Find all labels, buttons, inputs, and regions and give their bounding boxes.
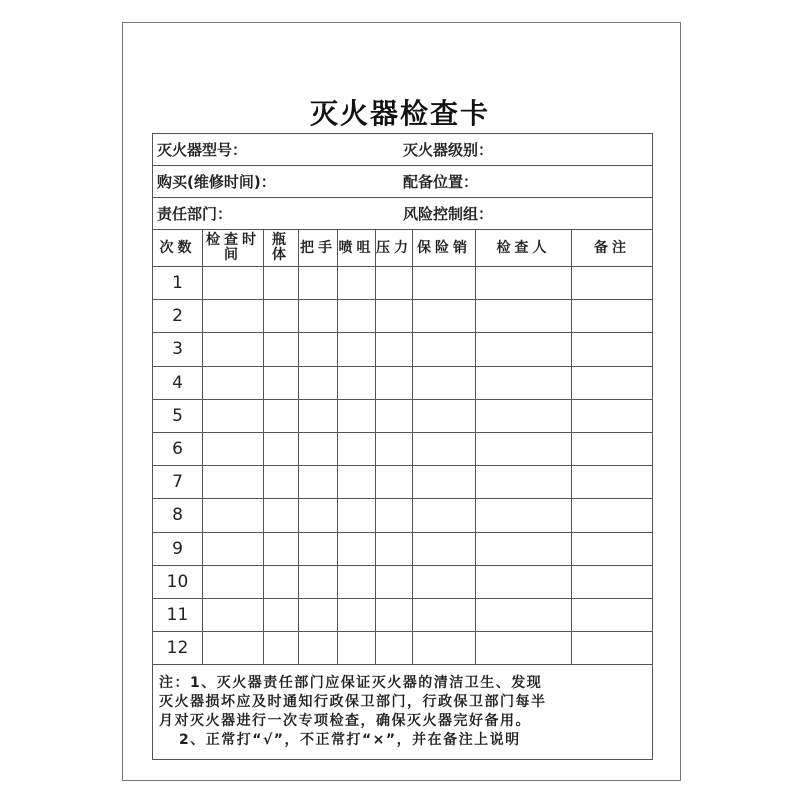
table-cell[interactable]: [338, 565, 376, 598]
column-header: 次数: [153, 230, 203, 267]
table-cell[interactable]: [203, 267, 264, 300]
row-number: 5: [153, 399, 203, 432]
info-label-right: 配备位置：: [403, 173, 479, 191]
table-cell[interactable]: [264, 499, 299, 532]
table-cell[interactable]: [572, 598, 653, 631]
table-cell[interactable]: [476, 267, 572, 300]
table-cell[interactable]: [413, 532, 476, 565]
table-cell[interactable]: [572, 565, 653, 598]
column-header: 压力: [376, 230, 413, 267]
row-number: 10: [153, 565, 203, 598]
table-cell[interactable]: [476, 300, 572, 333]
column-header: 瓶体: [264, 230, 299, 267]
table-cell[interactable]: [376, 565, 413, 598]
info-label-left: 责任部门：: [157, 205, 233, 223]
table-cell[interactable]: [264, 366, 299, 399]
table-cell[interactable]: [264, 466, 299, 499]
table-row: [153, 565, 653, 598]
table-cell[interactable]: [476, 466, 572, 499]
table-cell[interactable]: [338, 598, 376, 631]
info-row: [153, 166, 653, 198]
table-cell[interactable]: [264, 300, 299, 333]
table-cell[interactable]: [572, 366, 653, 399]
table-cell[interactable]: [203, 432, 264, 465]
table-cell[interactable]: [338, 432, 376, 465]
table-cell[interactable]: [376, 499, 413, 532]
table-cell[interactable]: [572, 499, 653, 532]
table-cell[interactable]: [572, 333, 653, 366]
table-cell[interactable]: [264, 598, 299, 631]
table-cell[interactable]: [376, 598, 413, 631]
table-cell[interactable]: [413, 399, 476, 432]
table-cell[interactable]: [203, 532, 264, 565]
table-cell[interactable]: [203, 632, 264, 665]
table-cell[interactable]: [203, 300, 264, 333]
table-cell[interactable]: [264, 267, 299, 300]
column-header: 检查人: [476, 230, 572, 267]
notes-row: [153, 665, 653, 760]
table-cell[interactable]: [299, 565, 338, 598]
table-cell[interactable]: [413, 565, 476, 598]
table-cell[interactable]: [338, 532, 376, 565]
table-cell[interactable]: [299, 366, 338, 399]
table-cell[interactable]: [413, 333, 476, 366]
note-line: 2、正常打“√”，不正常打“×”，并在备注上说明: [179, 732, 521, 749]
table-cell[interactable]: [476, 565, 572, 598]
table-row: [153, 632, 653, 665]
row-number: 7: [153, 466, 203, 499]
table-cell[interactable]: [476, 399, 572, 432]
table-cell[interactable]: [264, 565, 299, 598]
table-cell[interactable]: [299, 632, 338, 665]
table-cell[interactable]: [299, 532, 338, 565]
info-row: [153, 198, 653, 230]
table-cell[interactable]: [203, 366, 264, 399]
table-cell[interactable]: [299, 300, 338, 333]
table-cell[interactable]: [203, 466, 264, 499]
table-cell[interactable]: [338, 366, 376, 399]
table-cell[interactable]: [203, 333, 264, 366]
column-header: 把手: [299, 230, 338, 267]
table-cell[interactable]: [376, 366, 413, 399]
column-header: 备注: [572, 230, 653, 267]
table-cell[interactable]: [476, 366, 572, 399]
table-cell[interactable]: [203, 499, 264, 532]
table-cell[interactable]: [572, 632, 653, 665]
row-number: 3: [153, 333, 203, 366]
row-number: 1: [153, 267, 203, 300]
table-cell[interactable]: [413, 300, 476, 333]
table-cell[interactable]: [413, 366, 476, 399]
table-cell[interactable]: [376, 466, 413, 499]
column-header: 保险销: [413, 230, 476, 267]
table-cell[interactable]: [376, 333, 413, 366]
table-cell[interactable]: [476, 333, 572, 366]
table-cell[interactable]: [299, 499, 338, 532]
table-cell[interactable]: [299, 432, 338, 465]
table-cell[interactable]: [299, 598, 338, 631]
table-row: [153, 432, 653, 465]
table-cell[interactable]: [376, 632, 413, 665]
row-number: 8: [153, 499, 203, 532]
table-row: [153, 532, 653, 565]
table-cell[interactable]: [338, 300, 376, 333]
table-cell[interactable]: [376, 399, 413, 432]
table-cell[interactable]: [299, 399, 338, 432]
column-header: 喷咀: [338, 230, 376, 267]
table-cell[interactable]: [338, 333, 376, 366]
table-cell[interactable]: [299, 333, 338, 366]
table-cell[interactable]: [476, 499, 572, 532]
row-number: 11: [153, 598, 203, 631]
table-cell[interactable]: [264, 432, 299, 465]
table-cell[interactable]: [203, 565, 264, 598]
table-cell[interactable]: [338, 267, 376, 300]
table-cell[interactable]: [572, 532, 653, 565]
table-cell[interactable]: [413, 466, 476, 499]
table-cell[interactable]: [299, 267, 338, 300]
table-cell[interactable]: [476, 532, 572, 565]
table-cell[interactable]: [476, 598, 572, 631]
note-line: 灭火器损坏应及时通知行政保卫部门，行政保卫部门每半: [159, 694, 547, 711]
table-cell[interactable]: [572, 399, 653, 432]
table-cell[interactable]: [338, 499, 376, 532]
column-header: 检查时间: [203, 230, 264, 267]
row-number: 4: [153, 366, 203, 399]
table-cell[interactable]: [338, 632, 376, 665]
table-row: [153, 399, 653, 432]
table-row: [153, 366, 653, 399]
table-cell[interactable]: [413, 432, 476, 465]
info-label-right: 风险控制组：: [403, 205, 494, 223]
table-cell[interactable]: [338, 466, 376, 499]
row-number: 6: [153, 432, 203, 465]
info-label-right: 灭火器级别：: [403, 141, 494, 159]
table-row: [153, 267, 653, 300]
table-cell[interactable]: [413, 267, 476, 300]
table-row: [153, 300, 653, 333]
table-row: [153, 466, 653, 499]
table-cell[interactable]: [413, 598, 476, 631]
table-cell[interactable]: [376, 532, 413, 565]
table-cell[interactable]: [413, 632, 476, 665]
table-row: [153, 499, 653, 532]
table-cell[interactable]: [264, 333, 299, 366]
table-row: [153, 333, 653, 366]
table-cell[interactable]: [299, 466, 338, 499]
info-label-left: 购买(维修时间)：: [157, 173, 276, 191]
row-number: 12: [153, 632, 203, 665]
table-cell[interactable]: [476, 632, 572, 665]
table-cell[interactable]: [203, 399, 264, 432]
table-cell[interactable]: [203, 598, 264, 631]
header-row: [153, 230, 653, 267]
table-row: [153, 598, 653, 631]
table-cell[interactable]: [264, 532, 299, 565]
table-cell[interactable]: [376, 267, 413, 300]
table-cell[interactable]: [376, 300, 413, 333]
table-cell[interactable]: [572, 267, 653, 300]
table-cell[interactable]: [264, 632, 299, 665]
note-line: 月对灭火器进行一次专项检查，确保灭火器完好备用。: [159, 713, 531, 730]
info-row: [153, 134, 653, 166]
table-cell[interactable]: [264, 399, 299, 432]
table-cell[interactable]: [338, 399, 376, 432]
table-cell[interactable]: [572, 300, 653, 333]
inspection-table: [152, 133, 653, 760]
table-cell[interactable]: [572, 466, 653, 499]
row-number: 2: [153, 300, 203, 333]
note-line: 注：1、灭火器责任部门应保证灭火器的清洁卫生、发现: [159, 675, 543, 692]
info-label-left: 灭火器型号：: [157, 141, 248, 159]
table-cell[interactable]: [376, 432, 413, 465]
table-cell[interactable]: [572, 432, 653, 465]
row-number: 9: [153, 532, 203, 565]
table-cell[interactable]: [413, 499, 476, 532]
card-title: 灭火器检查卡: [309, 97, 490, 130]
table-cell[interactable]: [476, 432, 572, 465]
